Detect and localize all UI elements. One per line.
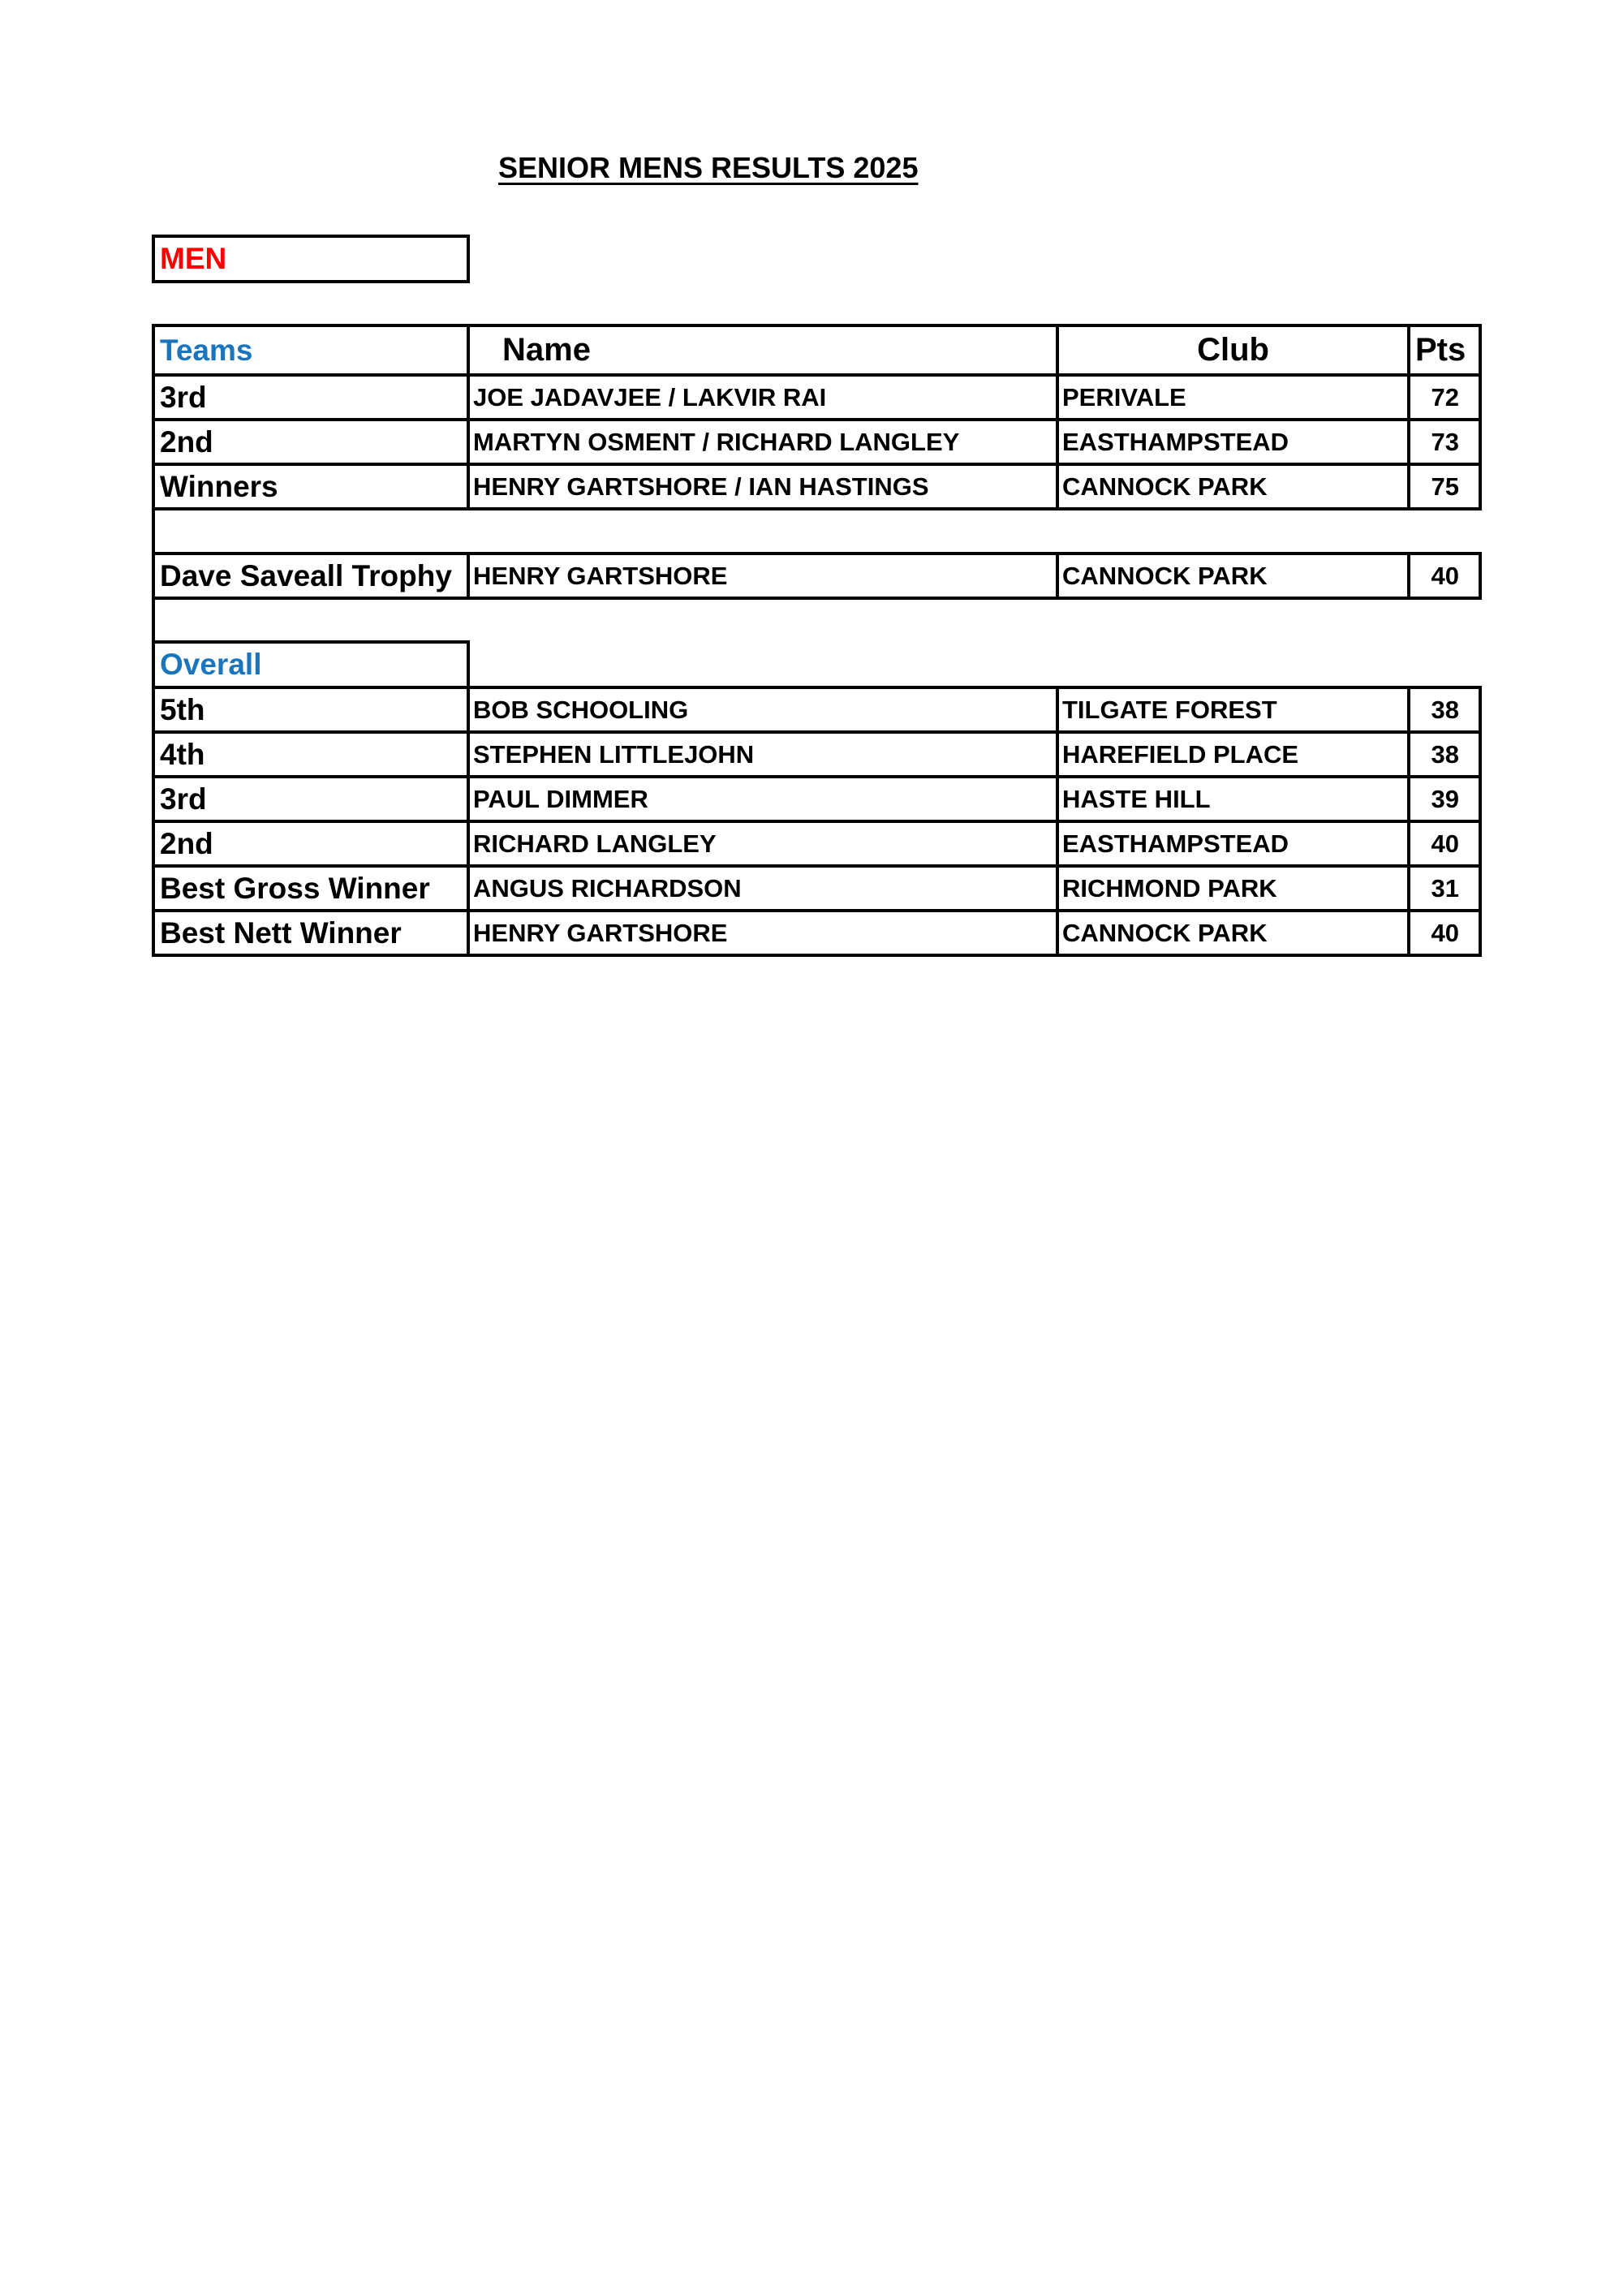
section-label-men: MEN (152, 235, 470, 283)
overall-row-name: HENRY GARTSHORE (467, 909, 1059, 957)
teams-row-pts: 72 (1407, 373, 1482, 421)
overall-row-position: 2nd (152, 820, 470, 868)
teams-row-club: PERIVALE (1056, 373, 1410, 421)
teams-row-name: HENRY GARTSHORE / IAN HASTINGS (467, 463, 1059, 510)
trophy-pts: 40 (1407, 552, 1482, 600)
overall-row-pts: 38 (1407, 686, 1482, 734)
overall-row-name: BOB SCHOOLING (467, 686, 1059, 734)
table-divider (152, 597, 155, 641)
teams-row-position: 3rd (152, 373, 470, 421)
teams-row-position: Winners (152, 463, 470, 510)
trophy-label: Dave Saveall Trophy (152, 552, 470, 600)
column-header-club: Club (1056, 324, 1410, 377)
teams-row-name: JOE JADAVJEE / LAKVIR RAI (467, 373, 1059, 421)
teams-row-club: CANNOCK PARK (1056, 463, 1410, 510)
overall-row-club: RICHMOND PARK (1056, 864, 1410, 912)
overall-row-pts: 40 (1407, 820, 1482, 868)
overall-row-club: CANNOCK PARK (1056, 909, 1410, 957)
column-header-name: Name (467, 324, 1059, 377)
teams-row-position: 2nd (152, 418, 470, 466)
teams-heading: Teams (152, 324, 470, 377)
table-divider (152, 507, 155, 555)
teams-row-name: MARTYN OSMENT / RICHARD LANGLEY (467, 418, 1059, 466)
overall-row-position: 4th (152, 730, 470, 778)
overall-row-name: STEPHEN LITTLEJOHN (467, 730, 1059, 778)
teams-row-pts: 75 (1407, 463, 1482, 510)
overall-row-pts: 39 (1407, 775, 1482, 823)
teams-row-club: EASTHAMPSTEAD (1056, 418, 1410, 466)
overall-row-name: ANGUS RICHARDSON (467, 864, 1059, 912)
overall-row-pts: 31 (1407, 864, 1482, 912)
overall-row-club: HAREFIELD PLACE (1056, 730, 1410, 778)
overall-row-pts: 38 (1407, 730, 1482, 778)
overall-row-club: EASTHAMPSTEAD (1056, 820, 1410, 868)
overall-row-club: HASTE HILL (1056, 775, 1410, 823)
trophy-club: CANNOCK PARK (1056, 552, 1410, 600)
overall-row-position: Best Nett Winner (152, 909, 470, 957)
trophy-name: HENRY GARTSHORE (467, 552, 1059, 600)
overall-row-club: TILGATE FOREST (1056, 686, 1410, 734)
overall-row-position: 5th (152, 686, 470, 734)
overall-row-position: 3rd (152, 775, 470, 823)
column-header-pts: Pts (1407, 324, 1482, 377)
overall-row-name: PAUL DIMMER (467, 775, 1059, 823)
page-title: SENIOR MENS RESULTS 2025 (498, 151, 919, 184)
overall-row-position: Best Gross Winner (152, 864, 470, 912)
overall-row-pts: 40 (1407, 909, 1482, 957)
overall-heading: Overall (152, 640, 470, 689)
overall-row-name: RICHARD LANGLEY (467, 820, 1059, 868)
teams-row-pts: 73 (1407, 418, 1482, 466)
